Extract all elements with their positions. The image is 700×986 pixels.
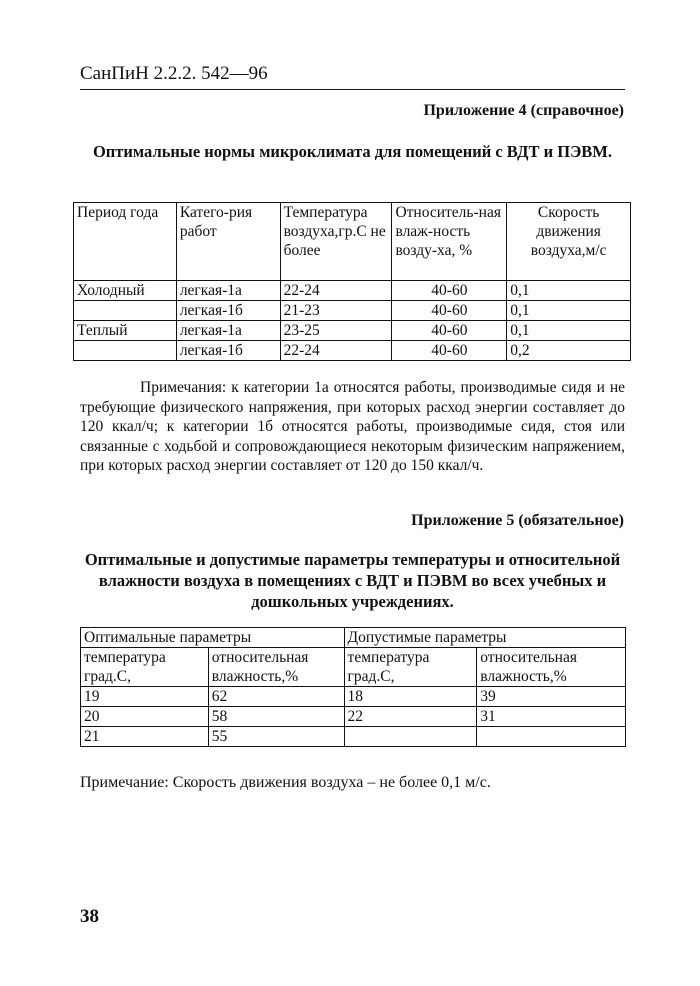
appendix-4-label: Приложение 4 (справочное) [423, 102, 624, 119]
header-cell: Относитель-ная влаж-ность возду-ха, % [392, 203, 507, 281]
header-cell: температура град.С, [81, 648, 209, 687]
note-text: Примечание: Скорость движения воздуха – не более 0,1 м/с. [80, 774, 491, 791]
table-cell: 0,1 [507, 281, 631, 301]
table-cell: 22-24 [280, 281, 392, 301]
appendix-5-note [80, 773, 625, 793]
header-cell: Температура воздуха,гр.С не более [280, 203, 392, 281]
table-cell: 21 [81, 727, 209, 747]
table-cell: легкая-1а [176, 281, 280, 301]
table-cell: 20 [81, 707, 209, 727]
table-row [81, 727, 626, 747]
header-cell: температура град.С, [344, 648, 477, 687]
group-header-permissible: Допустимые параметры [344, 628, 625, 648]
table-cell: 19 [81, 687, 209, 707]
table-cell: Холодный [74, 281, 177, 301]
table-header-row [74, 203, 631, 281]
table-cell: 0,1 [507, 321, 631, 341]
table-cell: 40-60 [392, 321, 507, 341]
microclimate-table [73, 202, 631, 361]
doc-code: СанПиН 2.2.2. 542—96 [80, 63, 268, 84]
header-cell: относительная влажность,% [208, 648, 344, 687]
table-cell: 18 [344, 687, 477, 707]
table-row [74, 281, 631, 301]
temperature-humidity-table [80, 627, 626, 747]
table-row [74, 321, 631, 341]
table-cell: 21-23 [280, 301, 392, 321]
table-cell: 40-60 [392, 301, 507, 321]
table-cell: легкая-1б [176, 341, 280, 361]
table-cell [344, 727, 477, 747]
table-cell: 0,1 [507, 301, 631, 321]
table-cell: 0,2 [507, 341, 631, 361]
table-row [81, 687, 626, 707]
table-cell: легкая-1б [176, 301, 280, 321]
table-row [74, 301, 631, 321]
table-cell [74, 341, 177, 361]
table-cell: 58 [208, 707, 344, 727]
table-cell: 23-25 [280, 321, 392, 341]
table-row [74, 341, 631, 361]
header-cell: Период года [74, 203, 177, 281]
header-cell: относительная влажность,% [477, 648, 626, 687]
appendix-4-title: Оптимальные нормы микроклимата для помещений с ВДТ и ПЭВМ. [92, 142, 613, 161]
document-header [80, 62, 625, 90]
header-cell: Катего-рия работ [176, 203, 280, 281]
table-cell: Теплый [74, 321, 177, 341]
group-header-row [81, 628, 626, 648]
table-cell: 62 [208, 687, 344, 707]
sub-header-row [81, 648, 626, 687]
table-cell: 22 [344, 707, 477, 727]
table-row [81, 707, 626, 727]
table-cell: 22-24 [280, 341, 392, 361]
table-cell [477, 727, 626, 747]
group-header-optimal: Оптимальные параметры [81, 628, 345, 648]
table-cell: 55 [208, 727, 344, 747]
page-number: 38 [80, 906, 99, 927]
appendix-5-label: Приложение 5 (обязательное) [411, 512, 624, 529]
table-cell: легкая-1а [176, 321, 280, 341]
note-text: Примечания: к категории 1а относятся работы, производимые сидя и не требующие физического напряжения, при которых расход энергии составляет до 120 ккал/ч; к категории 1б относятся работы, производимые сидя, стоя или связанные с ходьбой и сопровождающиеся некоторым физическим напряжением, при которых расход энергии составляет от 120 до 150 ккал/ч. [80, 379, 625, 475]
appendix-5-title: Оптимальные и допустимые параметры температуры и относительной влажности воздуха в помещениях с ВДТ и ПЭВМ во всех учебных и дошкольных учреждениях. [84, 550, 621, 611]
table-cell: 31 [477, 707, 626, 727]
appendix-4-note [80, 378, 625, 476]
table-cell: 40-60 [392, 341, 507, 361]
table-cell: 39 [477, 687, 626, 707]
table-cell: 40-60 [392, 281, 507, 301]
header-cell: Скорость движения воздуха,м/с [507, 203, 631, 281]
table-cell [74, 301, 177, 321]
